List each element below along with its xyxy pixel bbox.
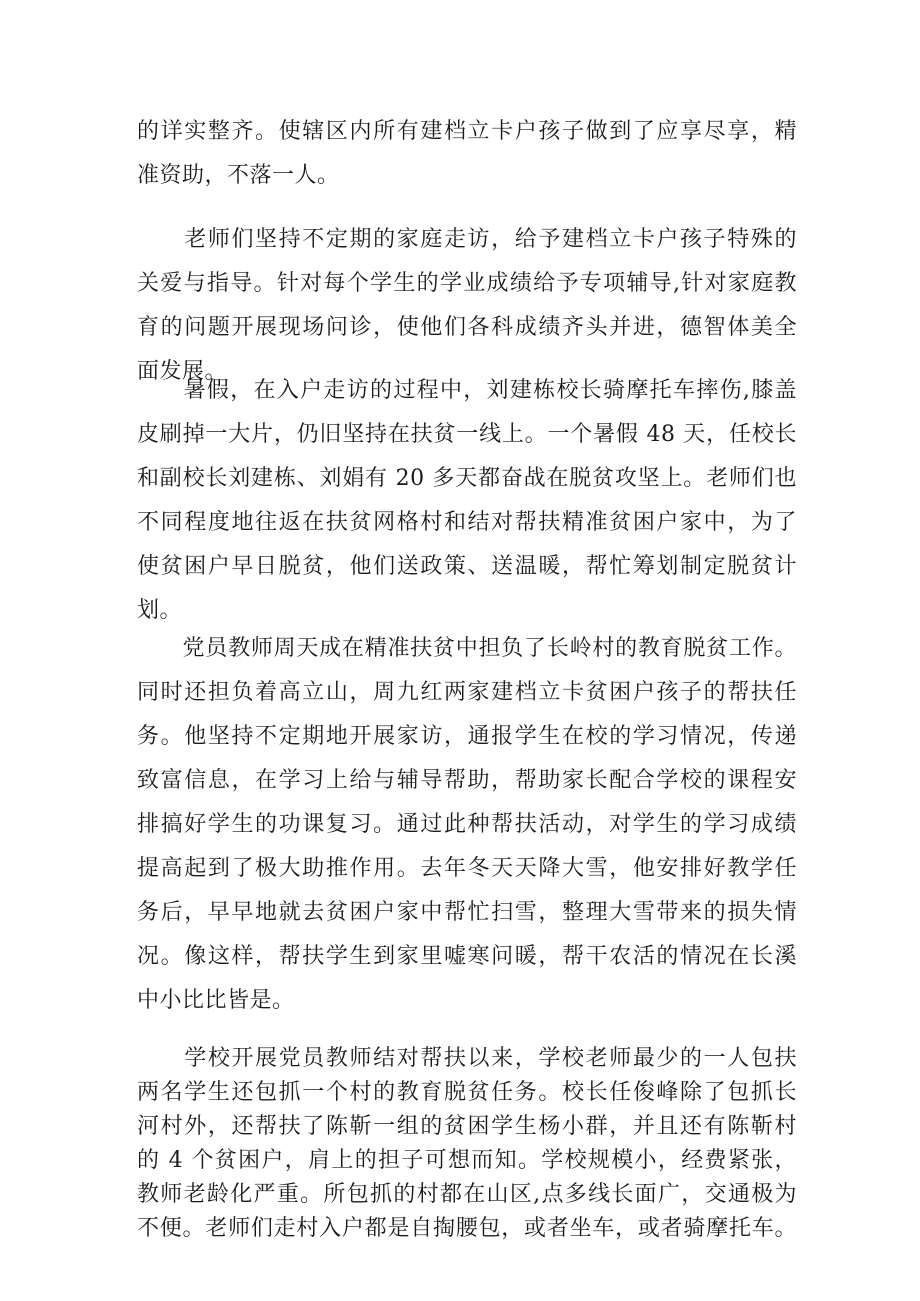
text-line: 老师们坚持不定期的家庭走访，给予建档立卡户孩子特殊的 — [137, 227, 797, 252]
text-line: 致富信息，在学习上给与辅导帮助，帮助家长配合学校的课程安 — [137, 768, 797, 793]
text-line: 况。像这样，帮扶学生到家里嘘寒问暖，帮干农活的情况在长溪 — [137, 944, 797, 969]
text-line: 中小比比皆是。 — [137, 988, 295, 1013]
text-line: 和副校长刘建栋、刘娟有 20 多天都奋战在脱贫攻坚上。老师们也 — [137, 466, 797, 491]
text-line: 的详实整齐。使辖区内所有建档立卡户孩子做到了应享尽享，精 — [137, 119, 797, 144]
text-line: 河村外，还帮扶了陈靳一组的贫困学生杨小群，并且还有陈靳村 — [137, 1114, 797, 1139]
text-line: 同时还担负着高立山，周九红两家建档立卡贫困户孩子的帮扶任 — [137, 680, 797, 705]
text-line: 党员教师周天成在精准扶贫中担负了长岭村的教育脱贫工作。 — [137, 636, 797, 661]
paragraph-4 — [137, 627, 797, 1023]
text-line: 的 4 个贫困户，肩上的担子可想而知。学校规模小，经费紧张， — [137, 1148, 797, 1173]
paragraph-2 — [137, 218, 797, 394]
text-line: 暑假，在入户走访的过程中，刘建栋校长骑摩托车摔伤,膝盖 — [137, 378, 797, 403]
text-line: 不同程度地往返在扶贫网格村和结对帮扶精准贫困户家中，为了 — [137, 510, 797, 535]
text-line: 育的问题开展现场问诊，使他们各科成绩齐头并进，德智体美全 — [137, 315, 797, 340]
text-line: 关爱与指导。针对每个学生的学业成绩给予专项辅导,针对家庭教 — [137, 271, 797, 296]
text-line: 不便。老师们走村入户都是自掏腰包，或者坐车，或者骑摩托车。 — [137, 1216, 797, 1241]
text-line: 教师老龄化严重。所包抓的村都在山区,点多线长面广，交通极为 — [137, 1182, 797, 1207]
paragraph-1 — [137, 110, 797, 198]
paragraph-5 — [137, 1042, 797, 1246]
text-line: 排搞好学生的功课复习。通过此种帮扶活动，对学生的学习成绩 — [137, 812, 797, 837]
text-line: 面发展。 — [137, 359, 228, 384]
text-line: 划。 — [137, 598, 183, 623]
paragraph-3 — [137, 369, 797, 633]
text-line: 提高起到了极大助推作用。去年冬天天降大雪，他安排好教学任 — [137, 856, 797, 881]
text-line: 务。他坚持不定期地开展家访，通报学生在校的学习情况，传递 — [137, 724, 797, 749]
text-line: 学校开展党员教师结对帮扶以来，学校老师最少的一人包扶 — [137, 1046, 797, 1071]
text-line: 务后，早早地就去贫困户家中帮忙扫雪，整理大雪带来的损失情 — [137, 900, 797, 925]
text-line: 准资助，不落一人。 — [137, 163, 340, 188]
text-line: 两名学生还包抓一个村的教育脱贫任务。校长任俊峰除了包抓长 — [137, 1080, 797, 1105]
text-line: 皮刷掉一大片，仍旧坚持在扶贫一线上。一个暑假 48 天，任校长 — [137, 422, 797, 447]
text-line: 使贫困户早日脱贫，他们送政策、送温暖，帮忙筹划制定脱贫计 — [137, 554, 797, 579]
